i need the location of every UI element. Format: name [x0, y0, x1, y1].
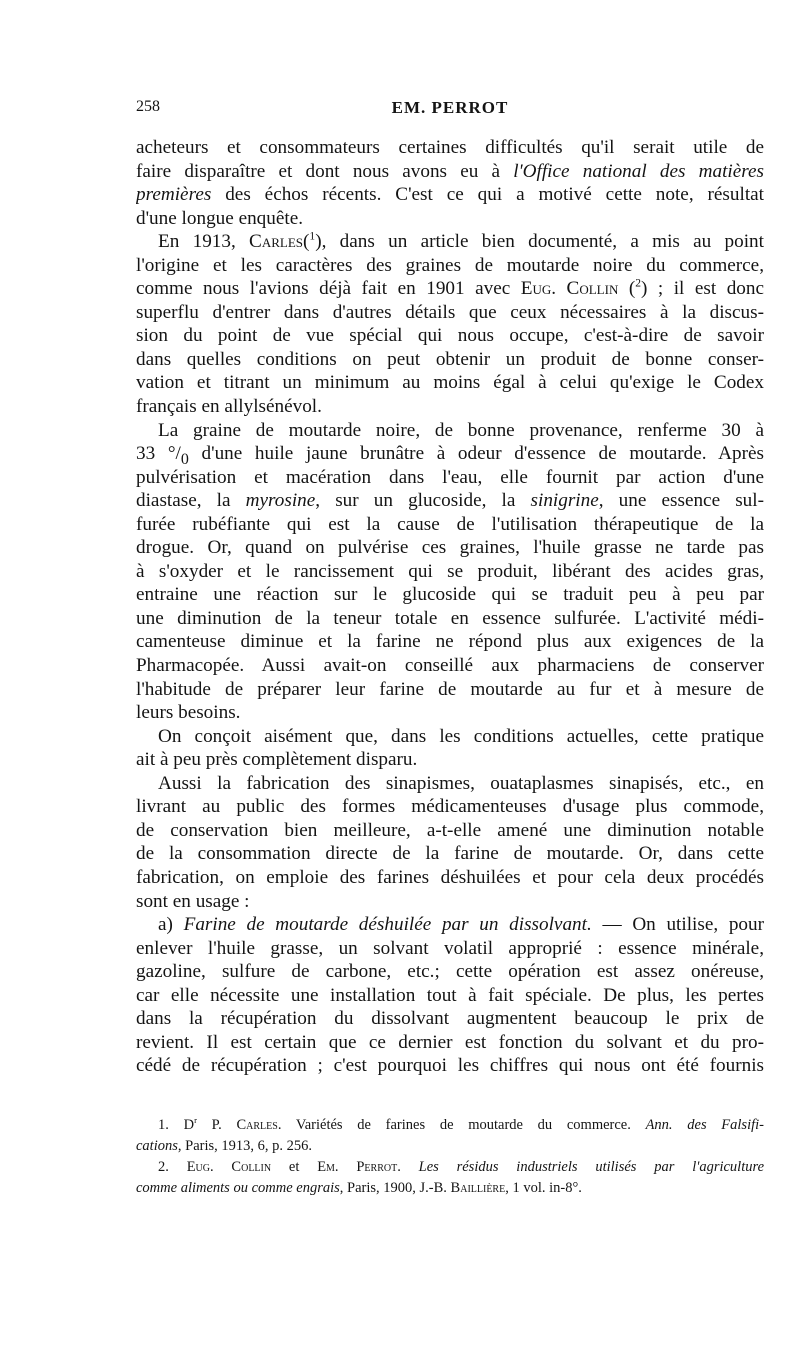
body-line: l'habitude de préparer leur farine de moutarde au fur et à mesure de	[136, 678, 764, 700]
body-line: superflu d'entrer dans d'autres détails que ceux nécessaires à la discus-	[136, 301, 764, 323]
body-line: camenteuse diminue et la farine ne répond plus aux exigences de la	[136, 631, 764, 653]
body-line: sion du point de vue spécial qui nous occupe, c'est-à-dire de savoir	[136, 325, 764, 347]
body-line: La graine de moutarde noire, de bonne provenance, renferme 30 à	[158, 419, 764, 441]
body-line: dans la récupération du dissolvant augmentent beaucoup le prix de	[136, 1008, 764, 1030]
body-line: d'une longue enquête.	[136, 207, 304, 229]
body-line: revient. Il est certain que ce dernier est fonction du solvant et du pro-	[136, 1031, 764, 1053]
body-line: Aussi la fabrication des sinapismes, ouataplasmes sinapisés, etc., en	[158, 772, 764, 794]
body-line: 33 $^\circ/_0$ d'une huile jaune brunâtre à odeur d'essence de moutarde. Après	[136, 443, 764, 466]
footnote-line: 1. $D^r$ P. Carles. Variétés de farines de moutarde du commerce. Ann. des Falsifi-	[158, 1115, 764, 1133]
body-line: On conçoit aisément que, dans les conditions actuelles, cette pratique	[158, 725, 764, 747]
body-line: pulvérisation et macération dans l'eau, elle fournit par action d'une	[136, 466, 764, 488]
footnote-line: 2. Eug. Collin et Em. Perrot. Les résidus industriels utilisés par l'agriculture	[158, 1159, 764, 1175]
body-line: de conservation bien meilleure, a-t-elle amené une diminution notable	[136, 819, 764, 841]
body-line: enlever l'huile grasse, un solvant volatil approprié : essence minérale,	[136, 937, 764, 959]
body-line: ait à peu près complètement disparu.	[136, 749, 418, 771]
body-line: français en allylsénévol.	[136, 396, 322, 418]
body-line: comme nous l'avions déjà fait en 1901 avec Eug. Collin ($^2$) ; il est donc	[136, 277, 764, 300]
body-line: premières des échos récents. C'est ce qui a motivé cette note, résultat	[136, 184, 764, 206]
body-line: livrant au public des formes médicamenteuses d'usage plus commode,	[136, 796, 764, 818]
body-line: car elle nécessite une installation tout à fait spéciale. De plus, les pertes	[136, 984, 764, 1006]
footnote-line: comme aliments ou comme engrais, Paris, 1900, J.-B. Baillière, 1 vol. in-8°.	[136, 1180, 582, 1196]
running-head	[136, 98, 764, 122]
body-line: drogue. Or, quand on pulvérise ces graines, l'huile grasse ne tarde pas	[136, 537, 764, 559]
body-line: acheteurs et consommateurs certaines difficultés qu'il serait utile de	[136, 137, 764, 158]
footnote-line: cations, Paris, 1913, 6, p. 256.	[136, 1138, 313, 1154]
body-line: une diminution de la teneur totale en essence sulfurée. L'activité médi-	[136, 607, 764, 629]
page-number: 258	[136, 98, 160, 115]
body-line: Pharmacopée. Aussi avait-on conseillé aux pharmaciens de conserver	[136, 655, 764, 677]
body-line: a) Farine de moutarde déshuilée par un dissolvant. — On utilise, pour	[158, 914, 764, 936]
body-line: l'origine et les caractères des graines de moutarde noire du commerce,	[136, 254, 764, 276]
body-line: entraine une réaction sur le glucoside qui se traduit peu à peu par	[136, 584, 764, 606]
running-head-author: EM. PERROT	[391, 98, 509, 117]
body-line: fabrication, on emploie des farines déshuilées et pour cela deux procédés	[136, 866, 764, 888]
body-line: de la consommation directe de la farine de moutarde. Or, dans cette	[136, 843, 764, 865]
body-line: En 1913, Carles($^1$), dans un article bien documenté, a mis au point	[158, 230, 764, 253]
body-line: sont en usage :	[136, 890, 250, 912]
body-line: dans quelles conditions on peut obtenir un produit de bonne conser-	[136, 348, 764, 370]
footnotes	[136, 1115, 764, 1199]
body-line: vation et titrant un minimum au moins égal à celui qu'exige le Codex	[136, 372, 764, 394]
body-line: diastase, la myrosine, sur un glucoside, la sinigrine, une essence sul-	[136, 490, 764, 512]
body-line: leurs besoins.	[136, 702, 241, 724]
body-line: cédé de récupération ; c'est pourquoi les chiffres qui nous ont été fournis	[136, 1055, 764, 1077]
body-line: gazoline, sulfure de carbone, etc.; cette opération est assez onéreuse,	[136, 961, 764, 983]
body-line: furée rubéfiante qui est la cause de l'utilisation thérapeutique de la	[136, 513, 764, 535]
body-line: à s'oxyder et le rancissement qui se produit, libérant des acides gras,	[136, 560, 764, 582]
body-text	[136, 136, 764, 1078]
body-line: faire disparaître et dont nous avons eu à l'Office national des matières	[136, 160, 764, 182]
